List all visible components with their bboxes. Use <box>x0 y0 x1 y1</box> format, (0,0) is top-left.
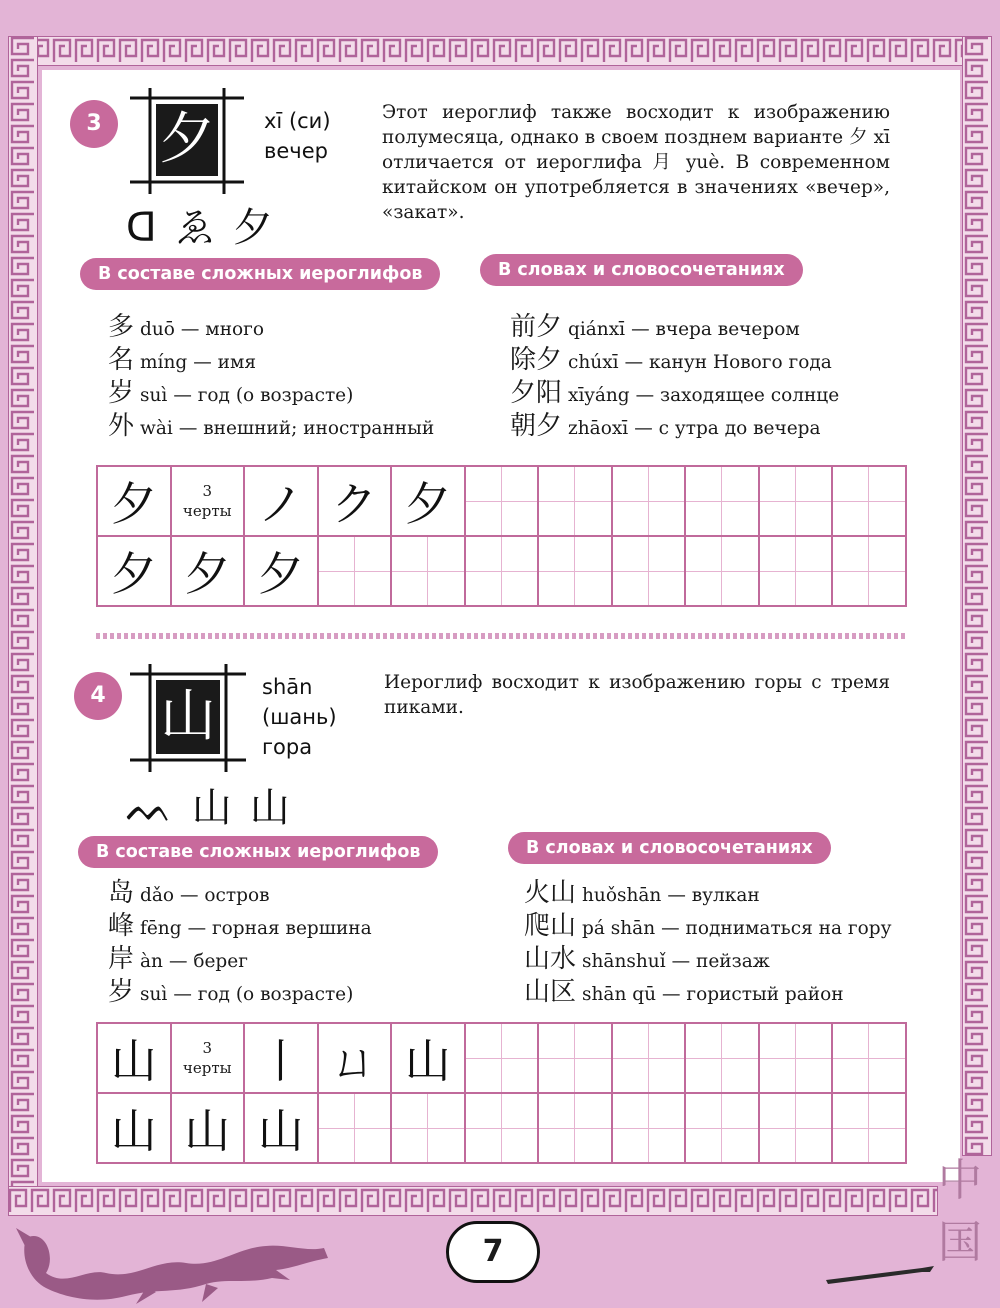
words-heading: В словах и словосочетаниях <box>480 254 803 286</box>
guo-char: 国 <box>938 1217 982 1268</box>
ancient-form-1: ᨓ <box>126 785 192 831</box>
main-glyph: 夕 <box>156 104 218 176</box>
practice-cell <box>832 536 906 606</box>
practice-cell <box>391 536 465 606</box>
practice-cell <box>171 1093 245 1163</box>
page-number: 7 <box>446 1221 540 1283</box>
words-list <box>524 872 892 1007</box>
glyph-description: Иероглиф восходит к изображению горы с тремя пиками. <box>384 672 890 718</box>
list-item: 山水 shānshuǐ — пейзаж <box>524 944 770 974</box>
section-number-badge: 3 <box>70 100 118 148</box>
list-item: 朝夕 zhāoxī — с утра до вечера <box>510 411 821 441</box>
greek-key-border-bottom <box>8 1186 938 1216</box>
section-number-badge: 4 <box>74 672 122 720</box>
compound-list <box>108 306 435 441</box>
zhong-char: 中 <box>938 1155 982 1206</box>
list-item: 名 míng — имя <box>108 345 257 375</box>
practice-cell <box>171 536 245 606</box>
glyph-reading <box>262 672 337 762</box>
practice-cell <box>612 1023 686 1093</box>
practice-row <box>97 536 906 606</box>
ancient-form-3: 山 <box>249 785 308 831</box>
practice-cell <box>465 466 539 536</box>
practice-cell <box>538 1023 612 1093</box>
practice-cell <box>759 466 833 536</box>
words-heading: В словах и словосочетаниях <box>508 832 831 864</box>
dragon-icon <box>6 1218 336 1308</box>
practice-cell <box>97 466 171 536</box>
practice-glyph: 夕 <box>110 547 157 601</box>
ancient-form-2: ゑ <box>174 205 233 251</box>
practice-row <box>97 1023 906 1093</box>
ancient-form-3: 夕 <box>232 205 291 251</box>
practice-glyph: 山 <box>257 1104 304 1158</box>
practice-cell <box>612 536 686 606</box>
practice-cell <box>318 1093 392 1163</box>
practice-glyph: 夕 <box>257 547 304 601</box>
practice-cell <box>832 466 906 536</box>
character-frame <box>130 664 246 772</box>
list-item: 外 wài — внешний; иностранный <box>108 411 435 441</box>
practice-cell <box>244 1093 318 1163</box>
glyph-description: Этот иероглиф также восходит к изображению полумесяца, однако в своем позднем варианте 夕 xī отличается от иероглифа 月 yuè. В современном китайском он употребляется в значениях «вечер», «закат». <box>382 102 890 223</box>
list-item: 岸 àn — берег <box>108 944 248 974</box>
practice-cell <box>244 1023 318 1093</box>
practice-cell <box>318 466 392 536</box>
practice-glyph: 山 <box>110 1104 157 1158</box>
list-item: 除夕 chúxī — канун Нового года <box>510 345 832 375</box>
glyph-reading <box>264 106 331 166</box>
list-item: 岁 suì — год (о возрасте) <box>108 977 354 1007</box>
glyph-evolution <box>126 776 308 833</box>
practice-cell <box>538 1093 612 1163</box>
practice-cell <box>171 1023 245 1093</box>
character-frame <box>130 88 244 194</box>
practice-glyph: 夕 <box>184 547 231 601</box>
list-item: 岁 suì — год (о возрасте) <box>108 378 354 408</box>
practice-cell <box>391 1023 465 1093</box>
practice-cell <box>685 536 759 606</box>
china-characters <box>935 1150 985 1274</box>
list-item: 峰 fēng — горная вершина <box>108 911 372 941</box>
practice-glyph: 山 <box>404 1034 451 1088</box>
practice-glyph: 山 <box>184 1104 231 1158</box>
glyph-pinyin: shān <box>262 675 313 699</box>
list-item: 山区 shān qū — гористый район <box>524 977 844 1007</box>
practice-cell <box>171 466 245 536</box>
list-item: 前夕 qiánxī — вчера вечером <box>510 312 800 342</box>
practice-glyph: 丨 <box>257 1034 304 1088</box>
practice-cell <box>465 536 539 606</box>
practice-cell <box>538 466 612 536</box>
practice-cell <box>759 536 833 606</box>
practice-cell <box>465 1023 539 1093</box>
practice-cell <box>685 466 759 536</box>
main-glyph: 山 <box>156 680 220 754</box>
practice-cell <box>759 1093 833 1163</box>
glyph-meaning: вечер <box>264 139 328 163</box>
practice-cell <box>318 1023 392 1093</box>
list-item: 多 duō — много <box>108 312 264 342</box>
stroke-count: 3 черты <box>182 1039 232 1077</box>
compound-heading: В составе сложных иероглифов <box>80 258 440 290</box>
practice-cell <box>244 536 318 606</box>
list-item: 岛 dǎo — остров <box>108 878 270 908</box>
practice-cell <box>832 1023 906 1093</box>
practice-cell <box>97 1023 171 1093</box>
practice-cell <box>244 466 318 536</box>
practice-cell <box>318 536 392 606</box>
practice-cell <box>685 1023 759 1093</box>
practice-cell <box>685 1093 759 1163</box>
glyph-translit: (шань) <box>262 705 337 729</box>
stroke-count: 3 черты <box>182 482 232 520</box>
practice-glyph: 山 <box>110 1034 157 1088</box>
practice-grid <box>96 465 907 607</box>
greek-key-border-left <box>8 36 38 1216</box>
practice-glyph: 夕 <box>110 477 157 531</box>
practice-grid <box>96 1022 907 1164</box>
glyph-evolution <box>126 196 291 253</box>
ancient-form-1: ᗡ <box>126 205 175 251</box>
list-item: 爬山 pá shān — подниматься на гору <box>524 911 892 941</box>
glyph-pinyin: xī (си) <box>264 109 331 133</box>
practice-cell <box>612 466 686 536</box>
ancient-form-2: 山 <box>191 785 250 831</box>
practice-cell <box>612 1093 686 1163</box>
practice-row <box>97 1093 906 1163</box>
glyph-meaning: гора <box>262 735 313 759</box>
list-item: 夕阳 xīyáng — заходящее солнце <box>510 378 840 408</box>
compound-list <box>108 872 372 1007</box>
practice-glyph: ク <box>331 477 378 531</box>
practice-glyph: ㄩ <box>331 1034 378 1088</box>
practice-cell <box>391 466 465 536</box>
practice-cell <box>832 1093 906 1163</box>
practice-cell <box>97 536 171 606</box>
practice-row <box>97 466 906 536</box>
practice-cell <box>97 1093 171 1163</box>
greek-key-border-right <box>962 36 992 1156</box>
practice-cell <box>538 536 612 606</box>
practice-glyph: ノ <box>257 477 304 531</box>
practice-glyph: 夕 <box>404 477 451 531</box>
list-item: 火山 huǒshān — вулкан <box>524 878 760 908</box>
words-list <box>510 306 840 441</box>
practice-cell <box>759 1023 833 1093</box>
section-divider <box>96 633 908 639</box>
brush-icon <box>826 1258 936 1288</box>
practice-cell <box>391 1093 465 1163</box>
compound-heading: В составе сложных иероглифов <box>78 836 438 868</box>
practice-cell <box>465 1093 539 1163</box>
greek-key-border-top <box>8 36 992 66</box>
